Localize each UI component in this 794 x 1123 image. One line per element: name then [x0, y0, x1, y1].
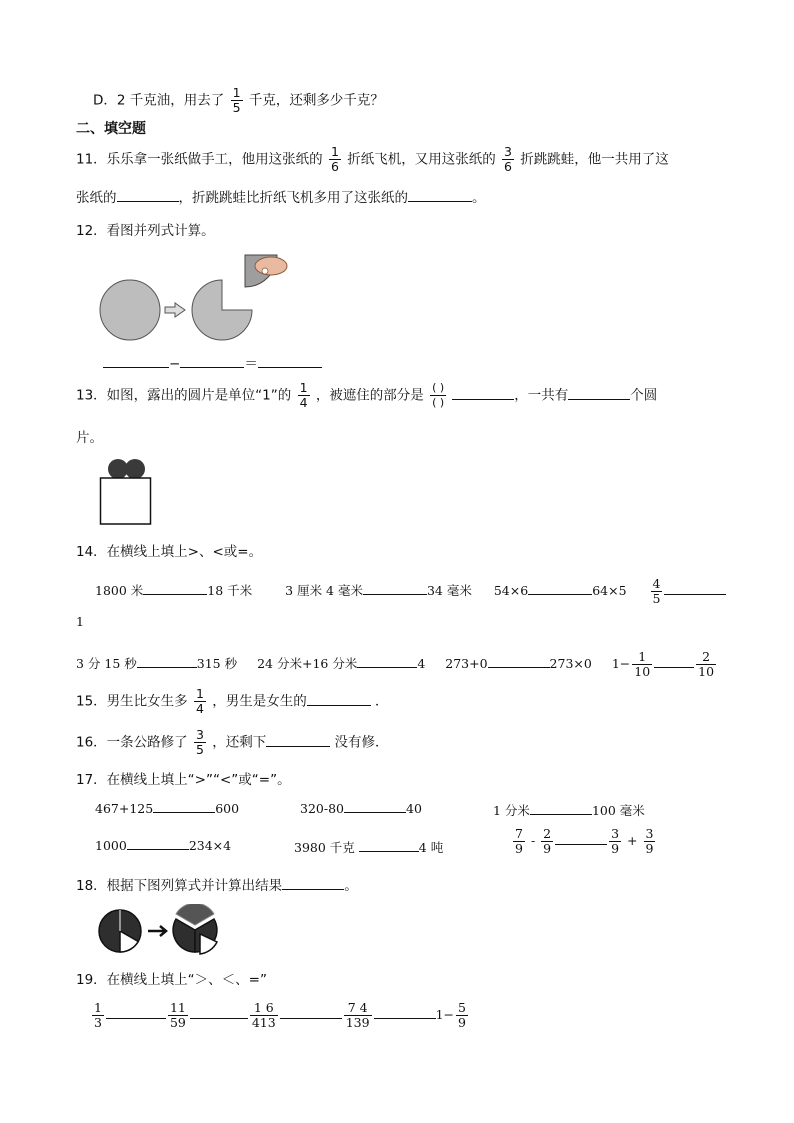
fraction: $\frac{11}{59}$	[169, 1000, 186, 1030]
fraction: $\frac{1}{4}$	[299, 380, 308, 410]
question-14-wrap: 1	[76, 614, 84, 629]
fraction: $\frac{3}{5}$	[195, 727, 204, 757]
answer-blank[interactable]	[280, 1017, 342, 1019]
answer-blank[interactable]	[266, 745, 330, 747]
answer-blank[interactable]	[654, 666, 694, 668]
question-13-line1: 13．如图，露出的圆片是单位“1”的 $\frac{1}{4}$ ，被遮住的部分是 $\frac{( )}{( )}$ ，一共有 个圆	[76, 380, 658, 410]
question-18: 18．根据下图列算式并计算出结果 。	[76, 878, 358, 894]
answer-blank[interactable]	[363, 593, 427, 595]
three-quarter-circle	[192, 280, 252, 340]
question-11-line1: 11．乐乐拿一张纸做手工，他用这张纸的 $\frac{1}{6}$ 折纸飞机，又用这张纸的 $\frac{3}{6}$ 折跳跳蛙，他一共用了这	[76, 144, 669, 174]
fraction: $\frac{( )}{( )}$	[432, 381, 445, 409]
covered-discs-figure	[99, 456, 154, 528]
fraction: $\frac{3}{9}$	[645, 826, 654, 856]
answer-blank[interactable]	[282, 888, 344, 890]
question-d-line	[93, 86, 384, 115]
fraction: $\frac{1}{5}$	[232, 85, 241, 115]
answer-blank[interactable]	[137, 666, 197, 668]
question-text: D．2 千克油，用去了	[93, 92, 225, 109]
answer-blank[interactable]	[488, 666, 550, 668]
cover-box	[101, 478, 151, 524]
question-14-text: 14．在横线上填上>、<或=。	[76, 544, 263, 560]
question-text: 千克，还剩多少千克？	[248, 92, 384, 109]
fraction: $\frac{1}{10}$	[634, 649, 651, 679]
fraction: $\frac{5}{9}$	[458, 1000, 466, 1030]
question-17-row1b: 320-80 40	[300, 801, 422, 816]
fraction: $\frac{1}{4}$	[195, 686, 204, 716]
answer-blank[interactable]	[344, 811, 406, 813]
fraction: $\frac{3}{6}$	[504, 144, 512, 174]
pie-split-figure	[98, 904, 222, 956]
answer-blank[interactable]	[180, 366, 244, 368]
answer-blank[interactable]	[357, 666, 417, 668]
answer-blank[interactable]	[153, 811, 215, 813]
question-17-text: 17．在横线上填上“>”“<”或“=”。	[76, 772, 291, 788]
fraction: $\frac{3}{9}$	[611, 826, 620, 856]
answer-blank[interactable]	[555, 843, 607, 845]
fraction: $\frac{7}{9}$	[515, 826, 523, 856]
full-circle	[100, 280, 160, 340]
fraction: $\frac{1}{3}$	[94, 1000, 102, 1030]
fraction: $\frac{4}{5}$	[652, 576, 661, 606]
question-17-row2c: $\frac{7}{9}$ - $\frac{2}{9}$ $\frac{3}{9}$ + $\frac{3}{9}$	[515, 826, 654, 856]
question-19-text: 19．在横线上填上“＞、＜、=”	[76, 972, 267, 988]
circle-cut-figure	[95, 250, 310, 345]
answer-blank[interactable]	[143, 593, 207, 595]
question-17-row2b: 3980 千克 4 吨	[294, 840, 444, 855]
answer-blank[interactable]	[528, 593, 592, 595]
answer-blank[interactable]	[258, 366, 322, 368]
fraction: $\frac{1}{6}$	[330, 144, 339, 174]
arrow-icon	[148, 926, 166, 936]
answer-blank[interactable]	[408, 200, 472, 202]
question-16: 16．一条公路修了 $\frac{3}{5}$ ，还剩下 没有修．	[76, 727, 389, 757]
answer-blank[interactable]	[117, 200, 179, 202]
answer-blank[interactable]	[374, 1017, 436, 1019]
question-13-line2: 片。	[76, 430, 103, 446]
question-11-line2: 张纸的 ，折跳跳蛙比折纸飞机多用了这张纸的 。	[76, 190, 486, 206]
answer-blank[interactable]	[127, 848, 189, 850]
question-12-formula: − ＝	[103, 352, 322, 372]
answer-blank[interactable]	[106, 1017, 166, 1019]
answer-blank[interactable]	[452, 398, 514, 400]
question-17-row2a: 1000 234×4	[95, 838, 232, 853]
answer-blank[interactable]	[530, 813, 592, 815]
question-17-row1: 467+125 600	[95, 801, 240, 816]
hand-icon	[255, 257, 287, 275]
fraction: $\frac{2}{10}$	[698, 649, 715, 679]
fraction: $\frac{1 6}{413}$	[251, 1000, 276, 1030]
question-19-row: $\frac{1}{3}$ $\frac{11}{59}$ $\frac{1 6}{413}$ $\frac{7 4}{139}$ 1− $\frac{5}{9}$	[94, 1000, 466, 1030]
question-15: 15．男生比女生多 $\frac{1}{4}$ ，男生是女生的 ．	[76, 686, 389, 716]
arrow-icon	[165, 303, 185, 317]
fraction: $\frac{7 4}{139}$	[345, 1000, 370, 1030]
answer-blank[interactable]	[307, 704, 371, 706]
section-title: 二、填空题	[76, 121, 146, 137]
answer-blank[interactable]	[568, 398, 630, 400]
question-17-row1c: 1 分米 100 毫米	[493, 803, 645, 818]
question-14-row1: 1800 米 18 千米 3 厘米 4 毫米 34 毫米 54×6 64×5 $\frac{4}{5}$	[95, 577, 726, 606]
answer-blank[interactable]	[190, 1017, 248, 1019]
question-14-row2: 3 分 15 秒 315 秒 24 分米+16 分米 4 273+0 273×0 1− $\frac{1}{10}$ $\frac{2}{10}$	[76, 649, 715, 679]
answer-blank[interactable]	[103, 366, 169, 368]
question-12-text: 12．看图并列式计算。	[76, 223, 215, 239]
disc	[125, 459, 145, 479]
fraction: $\frac{2}{9}$	[543, 826, 552, 856]
answer-blank[interactable]	[664, 593, 726, 595]
answer-blank[interactable]	[359, 850, 419, 852]
